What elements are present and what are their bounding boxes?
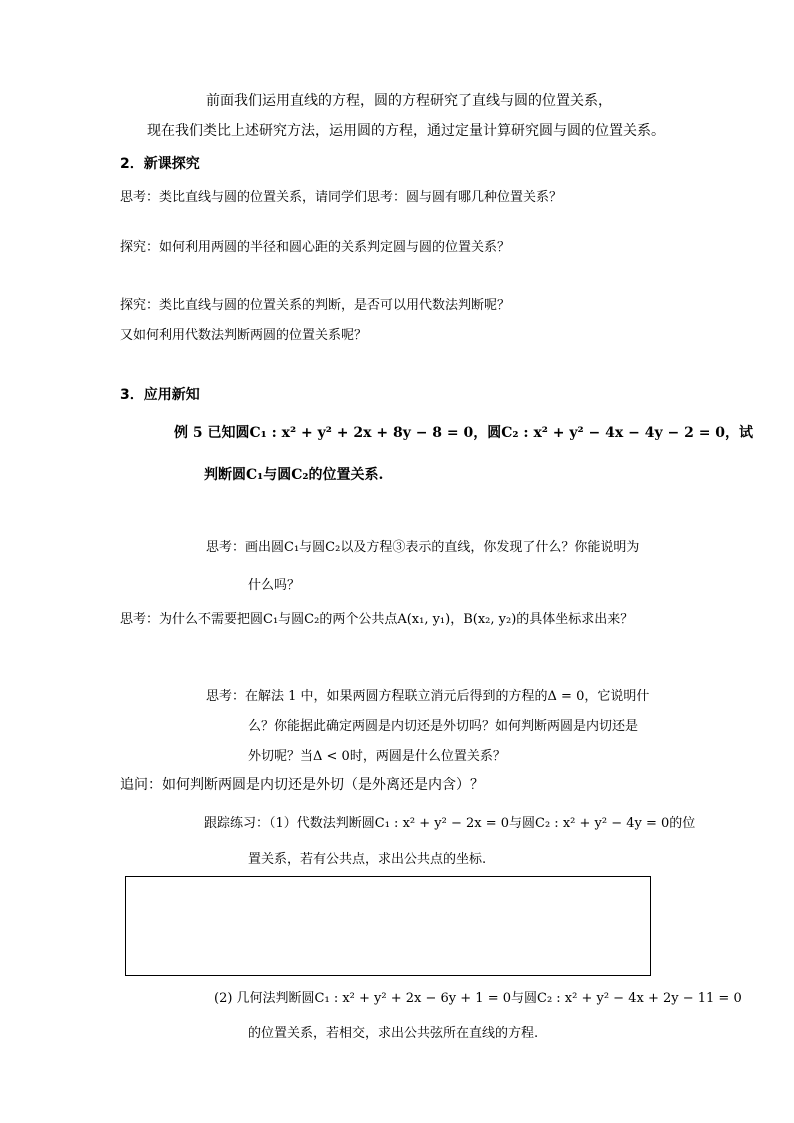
think-4-line-2: 么？你能据此确定两圆是内切还是外切吗？如何判断两圆是内切还是: [248, 719, 639, 734]
practice-2-line-2: 的位置关系，若相交，求出公共弦所在直线的方程.: [248, 1026, 539, 1041]
answer-box: [125, 876, 651, 976]
followup-question: 追问：如何判断两圆是内切还是外切（是外离还是内含）？: [120, 777, 484, 793]
practice-1-line-2: 置关系，若有公共点，求出公共点的坐标.: [248, 852, 487, 867]
practice-1-line-1: 跟踪练习：（1）代数法判断圆C₁ : x² + y² − 2x = 0与圆C₂ : x² + y² − 4y = 0的位: [204, 816, 696, 831]
think-2-line-1: 思考：画出圆C₁与圆C₂以及方程③表示的直线，你发现了什么？你能说明为: [206, 540, 640, 555]
section-2-heading: 2．新课探究: [120, 156, 200, 172]
think-1: 思考：类比直线与圆的位置关系，请同学们思考：圆与圆有哪几种位置关系？: [120, 190, 563, 205]
explore-2-line-2: 又如何利用代数法判断两圆的位置关系呢？: [120, 328, 368, 343]
intro-line-1: 前面我们运用直线的方程，圆的方程研究了直线与圆的位置关系，: [206, 93, 612, 109]
think-3: 思考：为什么不需要把圆C₁与圆C₂的两个公共点A(x₁, y₁)，B(x₂, y₂)的具体坐标求出来？: [120, 612, 634, 627]
example-5-line-1: 例 5 已知圆C₁ : x² + y² + 2x + 8y − 8 = 0，圆C₂ : x² + y² − 4x − 4y − 2 = 0，试: [174, 425, 754, 441]
example-5-line-2: 判断圆C₁与圆C₂的位置关系.: [204, 467, 384, 483]
explore-1: 探究：如何利用两圆的半径和圆心距的关系判定圆与圆的位置关系？: [120, 240, 511, 255]
think-2-line-2: 什么吗？: [248, 578, 301, 593]
intro-line-2: 现在我们类比上述研究方法，运用圆的方程，通过定量计算研究圆与圆的位置关系。: [147, 123, 665, 139]
think-4-line-1: 思考：在解法 1 中，如果两圆方程联立消元后得到的方程的Δ = 0，它说明什: [206, 689, 650, 704]
practice-2-line-1: (2) 几何法判断圆C₁ : x² + y² + 2x − 6y + 1 = 0与圆C₂ : x² + y² − 4x + 2y − 11 = 0: [214, 991, 742, 1006]
think-4-line-3: 外切呢？当Δ < 0时，两圆是什么位置关系？: [248, 749, 506, 764]
section-3-heading: 3．应用新知: [120, 387, 200, 403]
explore-2-line-1: 探究：类比直线与圆的位置关系的判断，是否可以用代数法判断呢？: [120, 298, 511, 313]
